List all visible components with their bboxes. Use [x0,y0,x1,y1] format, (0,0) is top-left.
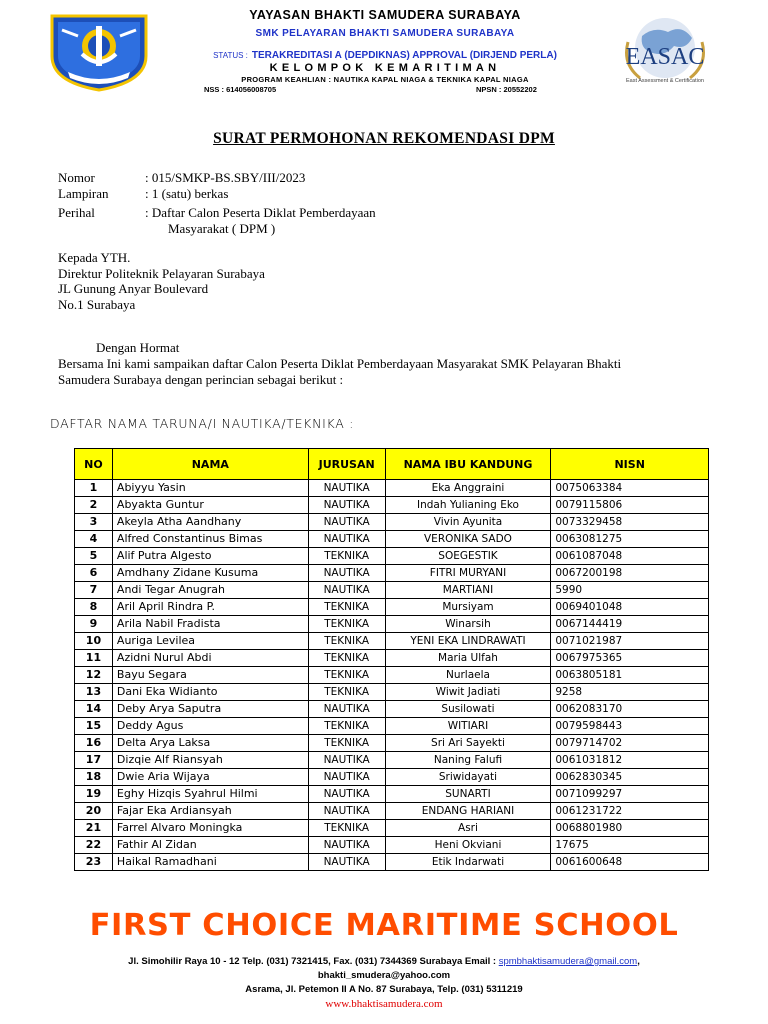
student-name-cell: Azidni Nurul Abdi [112,650,308,667]
student-name-cell: Aril April Rindra P. [112,599,308,616]
student-name-cell: Fajar Eka Ardiansyah [112,803,308,820]
table-row [75,599,709,616]
row-no-cell: 14 [75,701,113,718]
col-header-nisn: NISN [551,449,709,480]
npsn-number: NPSN : 20552202 [476,85,537,94]
nisn-cell: 0073329458 [551,514,709,531]
mother-name-cell: ENDANG HARIANI [385,803,551,820]
recipient-line: No.1 Surabaya [58,297,136,312]
department-cell: TEKNIKA [308,820,385,837]
table-row [75,735,709,752]
recipient-line: JL Gunung Anyar Boulevard [58,281,209,296]
school-slogan: FIRST CHOICE MARITIME SCHOOL [89,908,679,943]
department-cell: NAUTIKA [308,514,385,531]
mother-name-cell: FITRI MURYANI [385,565,551,582]
recipient-line: Direktur Politeknik Pelayaran Surabaya [58,266,265,281]
row-no-cell: 13 [75,684,113,701]
table-row [75,531,709,548]
nisn-cell: 0079714702 [551,735,709,752]
nisn-cell: 0075063384 [551,480,709,497]
body-paragraph-line: Bersama Ini kami sampaikan daftar Calon Peserta Diklat Pemberdayaan Masyarakat SMK Pelayaran Bhakti [58,356,622,371]
student-name-cell: Haikal Ramadhani [112,854,308,871]
recipient-line: Kepada YTH. [58,250,131,265]
mother-name-cell: Vivin Ayunita [385,514,551,531]
row-no-cell: 23 [75,854,113,871]
student-name-cell: Bayu Segara [112,667,308,684]
email-link[interactable]: spmbhaktisamudera@gmail.com [498,956,638,967]
row-no-cell: 17 [75,752,113,769]
mother-name-cell: MARTIANI [385,582,551,599]
student-name-cell: Deddy Agus [112,718,308,735]
nisn-cell: 9258 [551,684,709,701]
row-no-cell: 5 [75,548,113,565]
table-row [75,497,709,514]
department-cell: TEKNIKA [308,633,385,650]
student-name-cell: Eghy Hizqis Syahrul Hilmi [112,786,308,803]
table-row [75,633,709,650]
foundation-name: YAYASAN BHAKTI SAMUDERA SURABAYA [249,8,521,22]
department-cell: TEKNIKA [308,616,385,633]
student-name-cell: Arila Nabil Fradista [112,616,308,633]
nisn-cell: 0061031812 [551,752,709,769]
nisn-cell: 0067975365 [551,650,709,667]
row-no-cell: 16 [75,735,113,752]
department-cell: TEKNIKA [308,684,385,701]
footer-comma: , [637,956,640,967]
department-cell: NAUTIKA [308,582,385,599]
meta-value-nomor: : 015/SMKP-BS.SBY/III/2023 [145,170,306,185]
mother-name-cell: Maria Ulfah [385,650,551,667]
department-cell: TEKNIKA [308,735,385,752]
student-name-cell: Deby Arya Saputra [112,701,308,718]
mother-name-cell: YENI EKA LINDRAWATI [385,633,551,650]
mother-name-cell: Asri [385,820,551,837]
row-no-cell: 2 [75,497,113,514]
table-row [75,480,709,497]
col-header-ibu-kandung: NAMA IBU KANDUNG [385,449,551,480]
mother-name-cell: Etik Indarwati [385,854,551,871]
mother-name-cell: Mursiyam [385,599,551,616]
department-cell: TEKNIKA [308,599,385,616]
mother-name-cell: Eka Anggraini [385,480,551,497]
nisn-cell: 0062830345 [551,769,709,786]
body-paragraph-line: Samudera Surabaya dengan perincian sebagai berikut : [58,372,344,387]
nisn-cell: 0067200198 [551,565,709,582]
footer-address: Jl. Simohilir Raya 10 - 12 Telp. (031) 7321415, Fax. (031) 7344369 Surabaya Email : [128,956,499,967]
department-cell: NAUTIKA [308,480,385,497]
mother-name-cell: WITIARI [385,718,551,735]
svg-text:EASAC: EASAC [625,44,705,70]
list-title: DAFTAR NAMA TARUNA/I NAUTIKA/TEKNIKA : [50,416,355,431]
student-name-cell: Dwie Aria Wijaya [112,769,308,786]
mother-name-cell: Winarsih [385,616,551,633]
row-no-cell: 10 [75,633,113,650]
table-row [75,616,709,633]
group-name: KELOMPOK KEMARITIMAN [269,62,501,74]
table-row [75,786,709,803]
footer-dormitory-address: Asrama, Jl. Petemon II A No. 87 Surabaya, Telp. (031) 5311219 [245,984,523,995]
row-no-cell: 20 [75,803,113,820]
department-cell: NAUTIKA [308,565,385,582]
table-row [75,803,709,820]
row-no-cell: 11 [75,650,113,667]
nisn-cell: 0061600648 [551,854,709,871]
row-no-cell: 6 [75,565,113,582]
col-header-no: NO [75,449,113,480]
meta-label-perihal: Perihal [58,205,95,220]
nisn-cell: 0063805181 [551,667,709,684]
meta-label-nomor: Nomor [58,170,95,185]
nisn-cell: 0063081275 [551,531,709,548]
table-row [75,837,709,854]
table-row [75,667,709,684]
table-row [75,769,709,786]
mother-name-cell: Indah Yulianing Eko [385,497,551,514]
nisn-cell: 0068801980 [551,820,709,837]
student-name-cell: Auriga Levilea [112,633,308,650]
table-row [75,548,709,565]
meta-value-lampiran: : 1 (satu) berkas [145,186,229,201]
table-row [75,684,709,701]
nisn-cell: 5990 [551,582,709,599]
table-row [75,701,709,718]
nisn-cell: 0067144419 [551,616,709,633]
mother-name-cell: VERONIKA SADO [385,531,551,548]
mother-name-cell: SUNARTI [385,786,551,803]
table-body [75,480,709,871]
student-name-cell: Alfred Constantinus Bimas [112,531,308,548]
student-name-cell: Alif Putra Algesto [112,548,308,565]
meta-label-lampiran: Lampiran [58,186,109,201]
table-row [75,820,709,837]
table-row [75,582,709,599]
department-cell: NAUTIKA [308,854,385,871]
department-cell: NAUTIKA [308,837,385,854]
footer-address-line [0,956,768,967]
mother-name-cell: Wiwit Jadiati [385,684,551,701]
student-name-cell: Akeyla Atha Aandhany [112,514,308,531]
student-name-cell: Dizqie Alf Riansyah [112,752,308,769]
col-header-nama: NAMA [112,449,308,480]
status-label: STATUS : [213,51,248,60]
table-row [75,718,709,735]
department-cell: NAUTIKA [308,752,385,769]
row-no-cell: 19 [75,786,113,803]
greeting: Dengan Hormat [96,340,180,355]
table-row [75,650,709,667]
row-no-cell: 18 [75,769,113,786]
nisn-cell: 17675 [551,837,709,854]
department-cell: TEKNIKA [308,667,385,684]
department-cell: TEKNIKA [308,718,385,735]
student-table [74,448,709,871]
student-name-cell: Farrel Alvaro Moningka [112,820,308,837]
student-name-cell: Abiyyu Yasin [112,480,308,497]
letter-title: SURAT PERMOHONAN REKOMENDASI DPM [213,130,555,147]
nisn-cell: 0061231722 [551,803,709,820]
row-no-cell: 22 [75,837,113,854]
mother-name-cell: Sriwidayati [385,769,551,786]
mother-name-cell: Nurlaela [385,667,551,684]
table-header-row [75,449,709,480]
department-cell: NAUTIKA [308,497,385,514]
nisn-cell: 0062083170 [551,701,709,718]
department-cell: NAUTIKA [308,701,385,718]
mother-name-cell: Susilowati [385,701,551,718]
table-row [75,854,709,871]
row-no-cell: 12 [75,667,113,684]
row-no-cell: 8 [75,599,113,616]
meta-value-perihal: : Daftar Calon Peserta Diklat Pemberdayaan [145,205,376,220]
website-link[interactable]: www.bhaktisamudera.com [325,998,443,1010]
department-cell: NAUTIKA [308,769,385,786]
accreditation-status [150,50,620,61]
nss-number: NSS : 614056008705 [204,85,277,94]
row-no-cell: 3 [75,514,113,531]
row-no-cell: 15 [75,718,113,735]
table-row [75,752,709,769]
student-name-cell: Abyakta Guntur [112,497,308,514]
row-no-cell: 7 [75,582,113,599]
easac-logo [612,12,718,94]
nisn-cell: 0071021987 [551,633,709,650]
row-no-cell: 9 [75,616,113,633]
footer-email-2: bhakti_smudera@yahoo.com [317,970,451,981]
status-value: TERAKREDITASI A (DEPDIKNAS) APPROVAL (DIRJEND PERLA) [251,50,557,61]
school-name: SMK PELAYARAN BHAKTI SAMUDERA SURABAYA [255,28,515,39]
student-name-cell: Andi Tegar Anugrah [112,582,308,599]
department-cell: TEKNIKA [308,548,385,565]
program-line: PROGRAM KEAHLIAN : NAUTIKA KAPAL NIAGA & TEKNIKA KAPAL NIAGA [241,75,529,84]
department-cell: NAUTIKA [308,803,385,820]
department-cell: TEKNIKA [308,650,385,667]
perihal-continuation: Masyarakat ( DPM ) [168,221,276,236]
student-name-cell: Fathir Al Zidan [112,837,308,854]
student-name-cell: Dani Eka Widianto [112,684,308,701]
student-name-cell: Amdhany Zidane Kusuma [112,565,308,582]
department-cell: NAUTIKA [308,786,385,803]
table-row [75,565,709,582]
nisn-cell: 0061087048 [551,548,709,565]
table-row [75,514,709,531]
mother-name-cell: Sri Ari Sayekti [385,735,551,752]
nisn-cell: 0069401048 [551,599,709,616]
row-no-cell: 21 [75,820,113,837]
department-cell: NAUTIKA [308,531,385,548]
mother-name-cell: SOEGESTIK [385,548,551,565]
row-no-cell: 4 [75,531,113,548]
nisn-cell: 0079598443 [551,718,709,735]
mother-name-cell: Naning Falufi [385,752,551,769]
student-name-cell: Delta Arya Laksa [112,735,308,752]
school-logo [44,6,154,92]
nisn-cell: 0071099297 [551,786,709,803]
nisn-cell: 0079115806 [551,497,709,514]
mother-name-cell: Heni Okviani [385,837,551,854]
col-header-jurusan: JURUSAN [308,449,385,480]
svg-text:East Assessment & Certificatio: East Assessment & Certification [626,78,704,84]
row-no-cell: 1 [75,480,113,497]
